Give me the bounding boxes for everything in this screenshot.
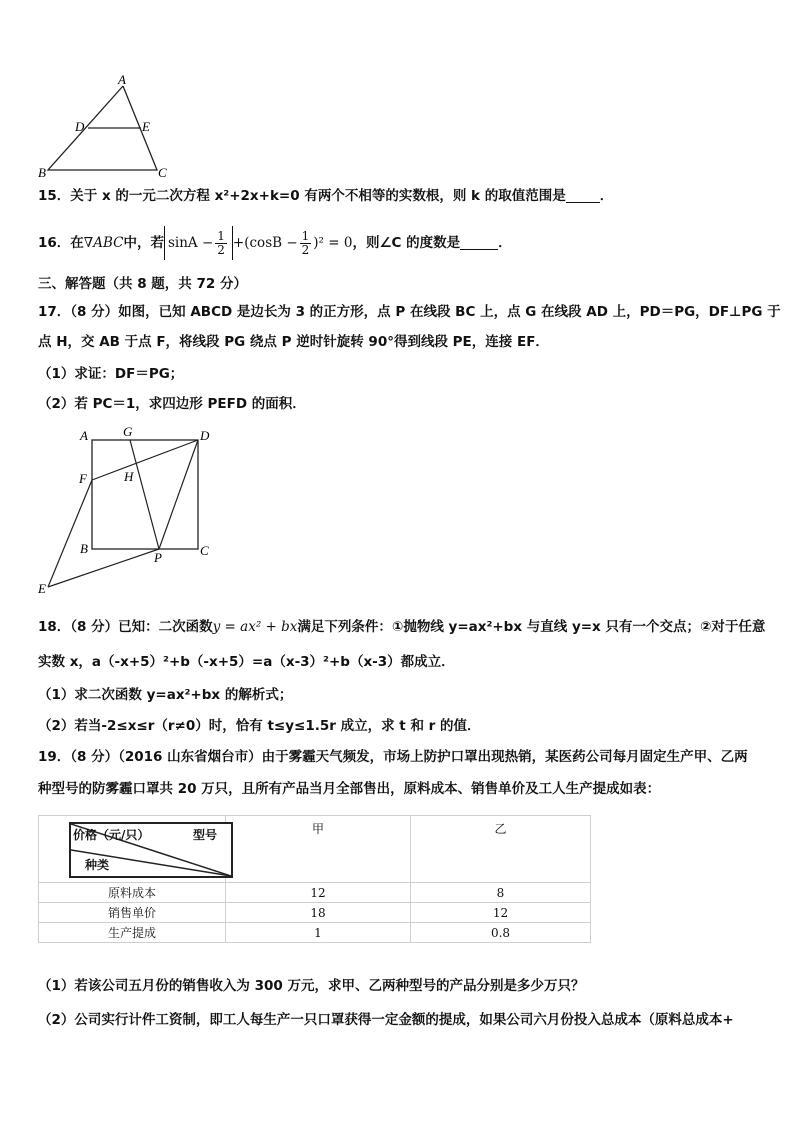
column-header-jia: 甲 <box>226 816 411 883</box>
q18-intro: 18．（8 分）已知：二次函数 <box>38 619 213 635</box>
row-label: 生产提成 <box>39 923 226 943</box>
point-label-c: C <box>200 543 209 558</box>
q16-mid: 中，若 <box>123 235 164 251</box>
q16-prefix: 16．在 <box>38 235 84 251</box>
fraction-numerator: 1 <box>217 229 225 243</box>
point-label-b: B <box>80 541 88 556</box>
diagonal-header <box>69 822 233 878</box>
point-label-c: C <box>158 165 167 180</box>
corner-model-label: 型号 <box>193 828 218 842</box>
row-label: 销售单价 <box>39 903 226 923</box>
corner-price-label: 价格（元/只） <box>73 828 150 842</box>
corner-kind-label: 种类 <box>85 858 110 872</box>
q18-line2: 实数 x，a（-x+5）²+b（-x+5）=a（x-3）²+b（x-3）都成立． <box>38 654 455 670</box>
cell-jia: 12 <box>226 883 411 903</box>
q18-line1 <box>38 617 768 637</box>
point-label-a: A <box>80 428 88 443</box>
q16-plus: +(cosB − <box>232 235 298 251</box>
fraction-denominator: 2 <box>217 243 225 257</box>
q18-conditions: 满足下列条件：①抛物线 y=ax²+bx 与直线 y=x 只有一个交点；②对于任意 <box>297 619 766 635</box>
point-label-p: P <box>154 550 162 565</box>
q17-line2: 点 H，交 AB 于点 F，将线段 PG 绕点 P 逆时针旋转 90°得到线段 PE，连接 EF． <box>38 334 549 350</box>
square-figure <box>30 420 230 600</box>
cell-jia: 1 <box>226 923 411 943</box>
q15-text: 15．关于 x 的一元二次方程 x²+2x+k=0 有两个不相等的实数根，则 k 的取值范围是 <box>38 188 566 204</box>
q16-then: ，则∠C 的度数是 <box>352 235 461 251</box>
q16-end: ． <box>498 235 512 251</box>
q16-half-2 <box>300 230 312 257</box>
point-label-b: B <box>38 165 46 180</box>
table-row <box>39 923 591 943</box>
cell-yi: 12 <box>411 903 591 923</box>
answer-blank <box>566 188 600 203</box>
point-label-f: F <box>79 471 87 486</box>
q18-function: y = ax² + bx <box>212 619 298 635</box>
table-header-row <box>39 816 591 883</box>
q19-line1: 19．（8 分）（2016 山东省烟台市）由于雾霾天气频发，市场上防护口罩出现热销，某医药公司每月固定生产甲、乙两 <box>38 749 748 765</box>
point-label-h: H <box>124 469 134 484</box>
q17-part2: （2）若 PC＝1，求四边形 PEFD 的面积． <box>38 396 306 412</box>
q19-line2: 种型号的防雾霾口罩共 20 万只，且所有产品当月全部售出，原料成本、销售单价及工人生产提成如表： <box>38 781 661 797</box>
q16-abs-expr <box>164 226 233 260</box>
q15-end: ． <box>599 188 614 204</box>
q17-part1: （1）求证：DF＝PG； <box>38 366 184 382</box>
table-corner-cell <box>39 816 226 883</box>
q16-triangle: ∇ABC <box>83 235 124 251</box>
point-label-e: E <box>142 119 150 134</box>
q19-part1: （1）若该公司五月份的销售收入为 300 万元，求甲、乙两种型号的产品分别是多少万只？ <box>38 978 585 994</box>
table-row <box>39 883 591 903</box>
question-16 <box>38 226 768 260</box>
table-row <box>39 903 591 923</box>
fraction-numerator: 1 <box>301 228 310 243</box>
point-label-d: D <box>75 119 85 134</box>
column-header-yi: 乙 <box>411 816 591 883</box>
point-label-g: G <box>123 424 133 439</box>
question-15 <box>38 186 768 206</box>
q16-squared: )² = 0 <box>313 235 353 251</box>
fraction-denominator: 2 <box>301 242 310 257</box>
price-table <box>38 815 591 943</box>
cell-yi: 8 <box>411 883 591 903</box>
point-label-a: A <box>118 72 126 87</box>
q19-part2: （2）公司实行计件工资制，即工人每生产一只口罩获得一定金额的提成，如果公司六月份投入总成本（原料总成本+ <box>38 1012 734 1028</box>
section-title: 三、解答题（共 8 题，共 72 分） <box>38 276 247 292</box>
cell-jia: 18 <box>226 903 411 923</box>
answer-blank <box>460 235 498 250</box>
cell-yi: 0.8 <box>411 923 591 943</box>
q17-line1: 17．（8 分）如图，已知 ABCD 是边长为 3 的正方形，点 P 在线段 BC 上，点 G 在线段 AD 上，PD＝PG，DF⊥PG 于 <box>38 304 781 320</box>
point-label-d: D <box>200 428 210 443</box>
triangle-figure <box>30 72 180 182</box>
row-label: 原料成本 <box>39 883 226 903</box>
point-label-e: E <box>38 581 46 596</box>
q18-part1: （1）求二次函数 y=ax²+bx 的解析式； <box>38 687 293 703</box>
q16-half-1 <box>215 230 227 257</box>
q16-sina: sinA − <box>167 235 214 251</box>
q18-part2: （2）若当-2≤x≤r（r≠0）时，恰有 t≤y≤1.5r 成立，求 t 和 r 的值． <box>38 718 481 734</box>
